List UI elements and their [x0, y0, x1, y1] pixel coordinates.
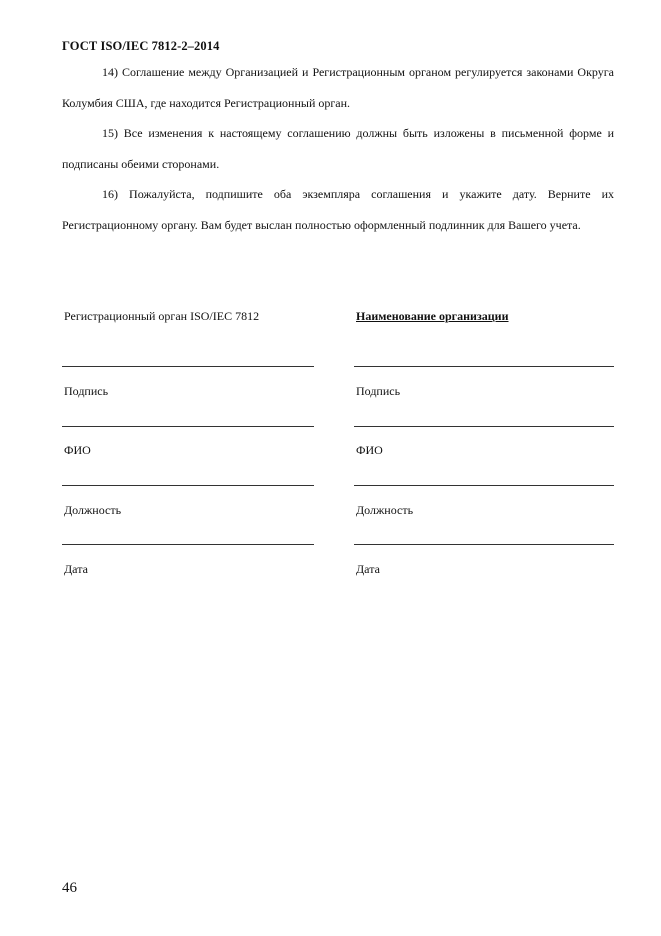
- date-line: [62, 544, 314, 545]
- name-label: ФИО: [64, 443, 91, 457]
- signature-column-title: Наименование организации: [356, 309, 509, 323]
- signature-column-title: Регистрационный орган ISO/IEC 7812: [64, 309, 260, 323]
- position-line: [62, 485, 314, 486]
- paragraph-14: 14) Соглашение между Организацией и Регистрационным органом регулируется законами Округа Колумбия США, где находится Регистрационный орган.: [62, 65, 614, 110]
- document-header: ГОСТ ISO/IEC 7812-2–2014: [62, 39, 220, 53]
- paragraph-15: 15) Все изменения к настоящему соглашению должны быть изложены в письменной форме и подписаны обеими сторонами.: [62, 126, 614, 171]
- name-label: ФИО: [356, 443, 383, 457]
- date-label: Дата: [64, 562, 88, 576]
- page-number: 46: [62, 880, 77, 896]
- date-label: Дата: [356, 562, 380, 576]
- signature-label: Подпись: [64, 384, 109, 398]
- signature-line: [354, 366, 614, 367]
- name-line: [354, 426, 614, 427]
- signature-label: Подпись: [356, 384, 401, 398]
- signature-line: [62, 366, 314, 367]
- position-label: Должность: [356, 503, 414, 517]
- position-label: Должность: [64, 503, 122, 517]
- position-line: [354, 485, 614, 486]
- date-line: [354, 544, 614, 545]
- name-line: [62, 426, 314, 427]
- paragraph-16: 16) Пожалуйста, подпишите оба экземпляра соглашения и укажите дату. Верните их Регистрационному органу. Вам будет выслан полностью оформленный подлинник для Вашего учета.: [62, 187, 614, 232]
